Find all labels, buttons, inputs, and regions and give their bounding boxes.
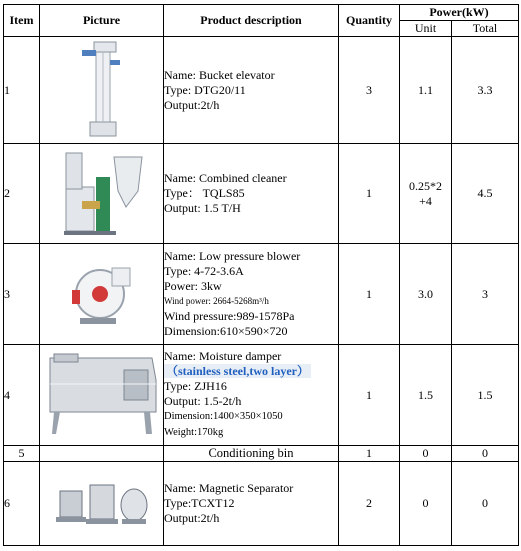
product-description [164,144,339,244]
desc-name: Name: Low pressure blower [164,249,301,263]
desc-wind-pressure: Wind pressure:989-1578Pa [164,309,295,323]
equipment-table [3,4,519,546]
desc-name: Name: Combined cleaner [164,171,287,185]
total-power-cell: 4.5 [452,144,519,244]
product-description [164,462,339,546]
desc-name: Name: Bucket elevator [164,67,275,82]
item-number: 1 [4,37,40,144]
total-power-cell: 3.3 [452,37,519,144]
desc-name: Name: Moisture damper [164,349,282,363]
quantity-cell: 3 [339,37,400,144]
total-power-cell: 0 [452,462,519,546]
total-power-cell: 1.5 [452,345,519,446]
quantity-cell: 1 [339,345,400,446]
table-row [4,462,519,546]
desc-type: Type: DTG20/11 [164,82,246,97]
quantity-cell: 1 [339,244,400,345]
product-image-bucket-elevator [40,37,164,144]
product-image-empty [40,446,164,462]
product-description [164,37,339,144]
product-description [164,244,339,345]
product-image-low-pressure-blower [40,244,164,345]
header-unit: Unit [400,21,452,37]
quantity-cell: 2 [339,462,400,546]
desc-material-note: （stainless steel,two layer） [166,364,309,378]
table-row [4,446,519,462]
product-description: Conditioning bin [164,446,339,462]
product-image-combined-cleaner [40,144,164,244]
unit-power-cell: 1.1 [400,37,452,144]
table-row [4,37,519,144]
item-number: 6 [4,462,40,546]
table-row [4,345,519,446]
unit-power-cell: 0 [400,462,452,546]
desc-type: Type: ZJH16 [164,379,227,393]
desc-output: Output: 1.5 T/H [164,201,241,215]
desc-output: Output: 1.5-2t/h [164,394,242,408]
unit-power-line-2: +4 [419,193,432,208]
quantity-cell: 1 [339,446,400,462]
desc-type: Type: 4-72-3.6A [164,264,244,278]
desc-weight: Weight:170kg [164,427,224,438]
desc-output: Output:2t/h [164,97,220,112]
table-row [4,244,519,345]
item-number: 2 [4,144,40,244]
total-power-cell: 0 [452,446,519,462]
product-image-magnetic-separator [40,462,164,546]
quantity-cell: 1 [339,144,400,244]
header-description: Product description [164,5,339,37]
product-description [164,345,339,446]
total-power-cell: 3 [452,244,519,345]
unit-power-cell [400,144,452,244]
item-number: 4 [4,345,40,446]
desc-name: Name: Magnetic Separator [164,481,294,495]
header-quantity: Quantity [339,5,400,37]
desc-wind-power: Wind power: 2664-5268m³/h [164,296,269,306]
item-number: 5 [4,446,40,462]
header-total: Total [452,21,519,37]
desc-power: Power: 3kw [164,279,222,293]
desc-type: Type： TQLS85 [164,186,245,200]
table-row [4,144,519,244]
desc-dimension: Dimension:1400×350×1050 [164,411,283,422]
header-power: Power(kW) [400,5,519,21]
desc-dimension: Dimension:610×590×720 [164,324,288,338]
unit-power-cell: 3.0 [400,244,452,345]
header-picture: Picture [40,5,164,37]
item-number: 3 [4,244,40,345]
desc-type: Type:TCXT12 [164,496,235,510]
desc-output: Output:2t/h [164,511,220,525]
unit-power-cell: 1.5 [400,345,452,446]
product-image-moisture-damper [40,345,164,446]
unit-power-cell: 0 [400,446,452,462]
unit-power-line-1: 0.25*2 [409,178,442,193]
header-item: Item [4,5,40,37]
